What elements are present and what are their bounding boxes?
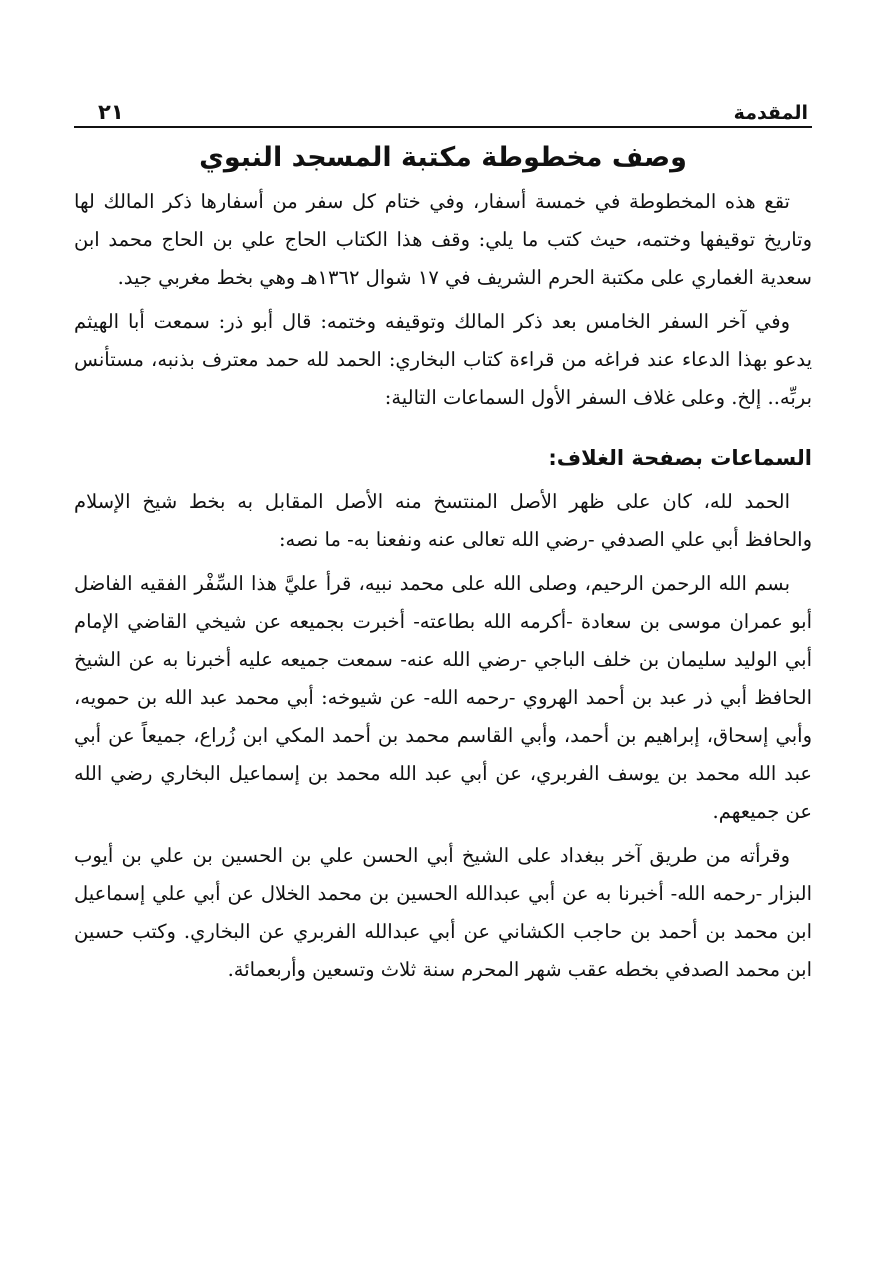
section-subheading: السماعات بصفحة الغلاف: xyxy=(548,446,812,471)
paragraph-samaat-2: بسم الله الرحمن الرحيم، وصلى الله على محمد نبيه، قرأ عليَّ هذا السِّفْر الفقيه الفاضل أبو عمران موسى بن سعادة -أكرمه الله بطاعته- أخبرت بجميعه عن شيخي القاضي الإمام أبي الوليد سليمان بن خلف الباجي -رضي الله عنه- سمعت جميعه عليه أخبرنا به عن الشيخ الحافظ أبي ذر عبد بن أحمد الهروي -رحمه الله- عن شيوخه: أبي محمد عبد الله بن حمويه، وأبي إسحاق، إبراهيم بن أحمد، وأبي القاسم محمد بن أحمد المكي ابن زُراع، جميعاً عن أبي عبد الله محمد بن يوسف الفربري، عن أبي عبد الله محمد بن إسماعيل البخاري رضي الله عن جميعهم. xyxy=(74,572,812,824)
paragraph-samaat-3: وقرأته من طريق آخر ببغداد على الشيخ أبي الحسن علي بن الحسين بن علي بن أيوب البزار -رحمه الله- أخبرنا به عن أبي عبدالله الحسين بن محمد الخلال عن أبي علي إسماعيل ابن محمد بن أحمد بن حاجب الكشاني عن أبي عبدالله الفربري عن البخاري. وكتب حسين ابن محمد الصدفي بخطه عقب شهر المحرم سنة ثلاث وتسعين وأربعمائة. xyxy=(74,844,812,982)
document-page xyxy=(74,88,812,995)
paragraph-intro-1: تقع هذه المخطوطة في خمسة أسفار، وفي ختام كل سفر من أسفارها ذكر المالك لها وتاريخ توقيفها وختمه، حيث كتب ما يلي: وقف هذا الكتاب الحاج علي بن الحاج محمد ابن سعدية الغماري على مكتبة الحرم الشريف في ١٧ شوال ١٣٦٢هـ وهي بخط مغربي جيد. xyxy=(74,190,812,290)
running-header xyxy=(74,88,812,128)
paragraph-samaat-1: الحمد لله، كان على ظهر الأصل المنتسخ منه الأصل المقابل به بخط شيخ الإسلام والحافظ أبي علي الصدفي -رضي الله تعالى عنه ونفعنا به- ما نصه: xyxy=(74,490,812,552)
page-title: وصف مخطوطة مكتبة المسجد النبوي xyxy=(199,142,687,173)
section-title: المقدمة xyxy=(733,102,808,124)
paragraph-intro-2: وفي آخر السفر الخامس بعد ذكر المالك وتوقيفه وختمه: قال أبو ذر: سمعت أبا الهيثم يدعو بهذا الدعاء عند فراغه من قراءة كتاب البخاري: الحمد لله حمد معترف بذنبه، مستأنس بربِّه.. إلخ. وعلى غلاف السفر الأول السماعات التالية: xyxy=(74,310,812,410)
page-number: ٢١ xyxy=(98,100,124,124)
